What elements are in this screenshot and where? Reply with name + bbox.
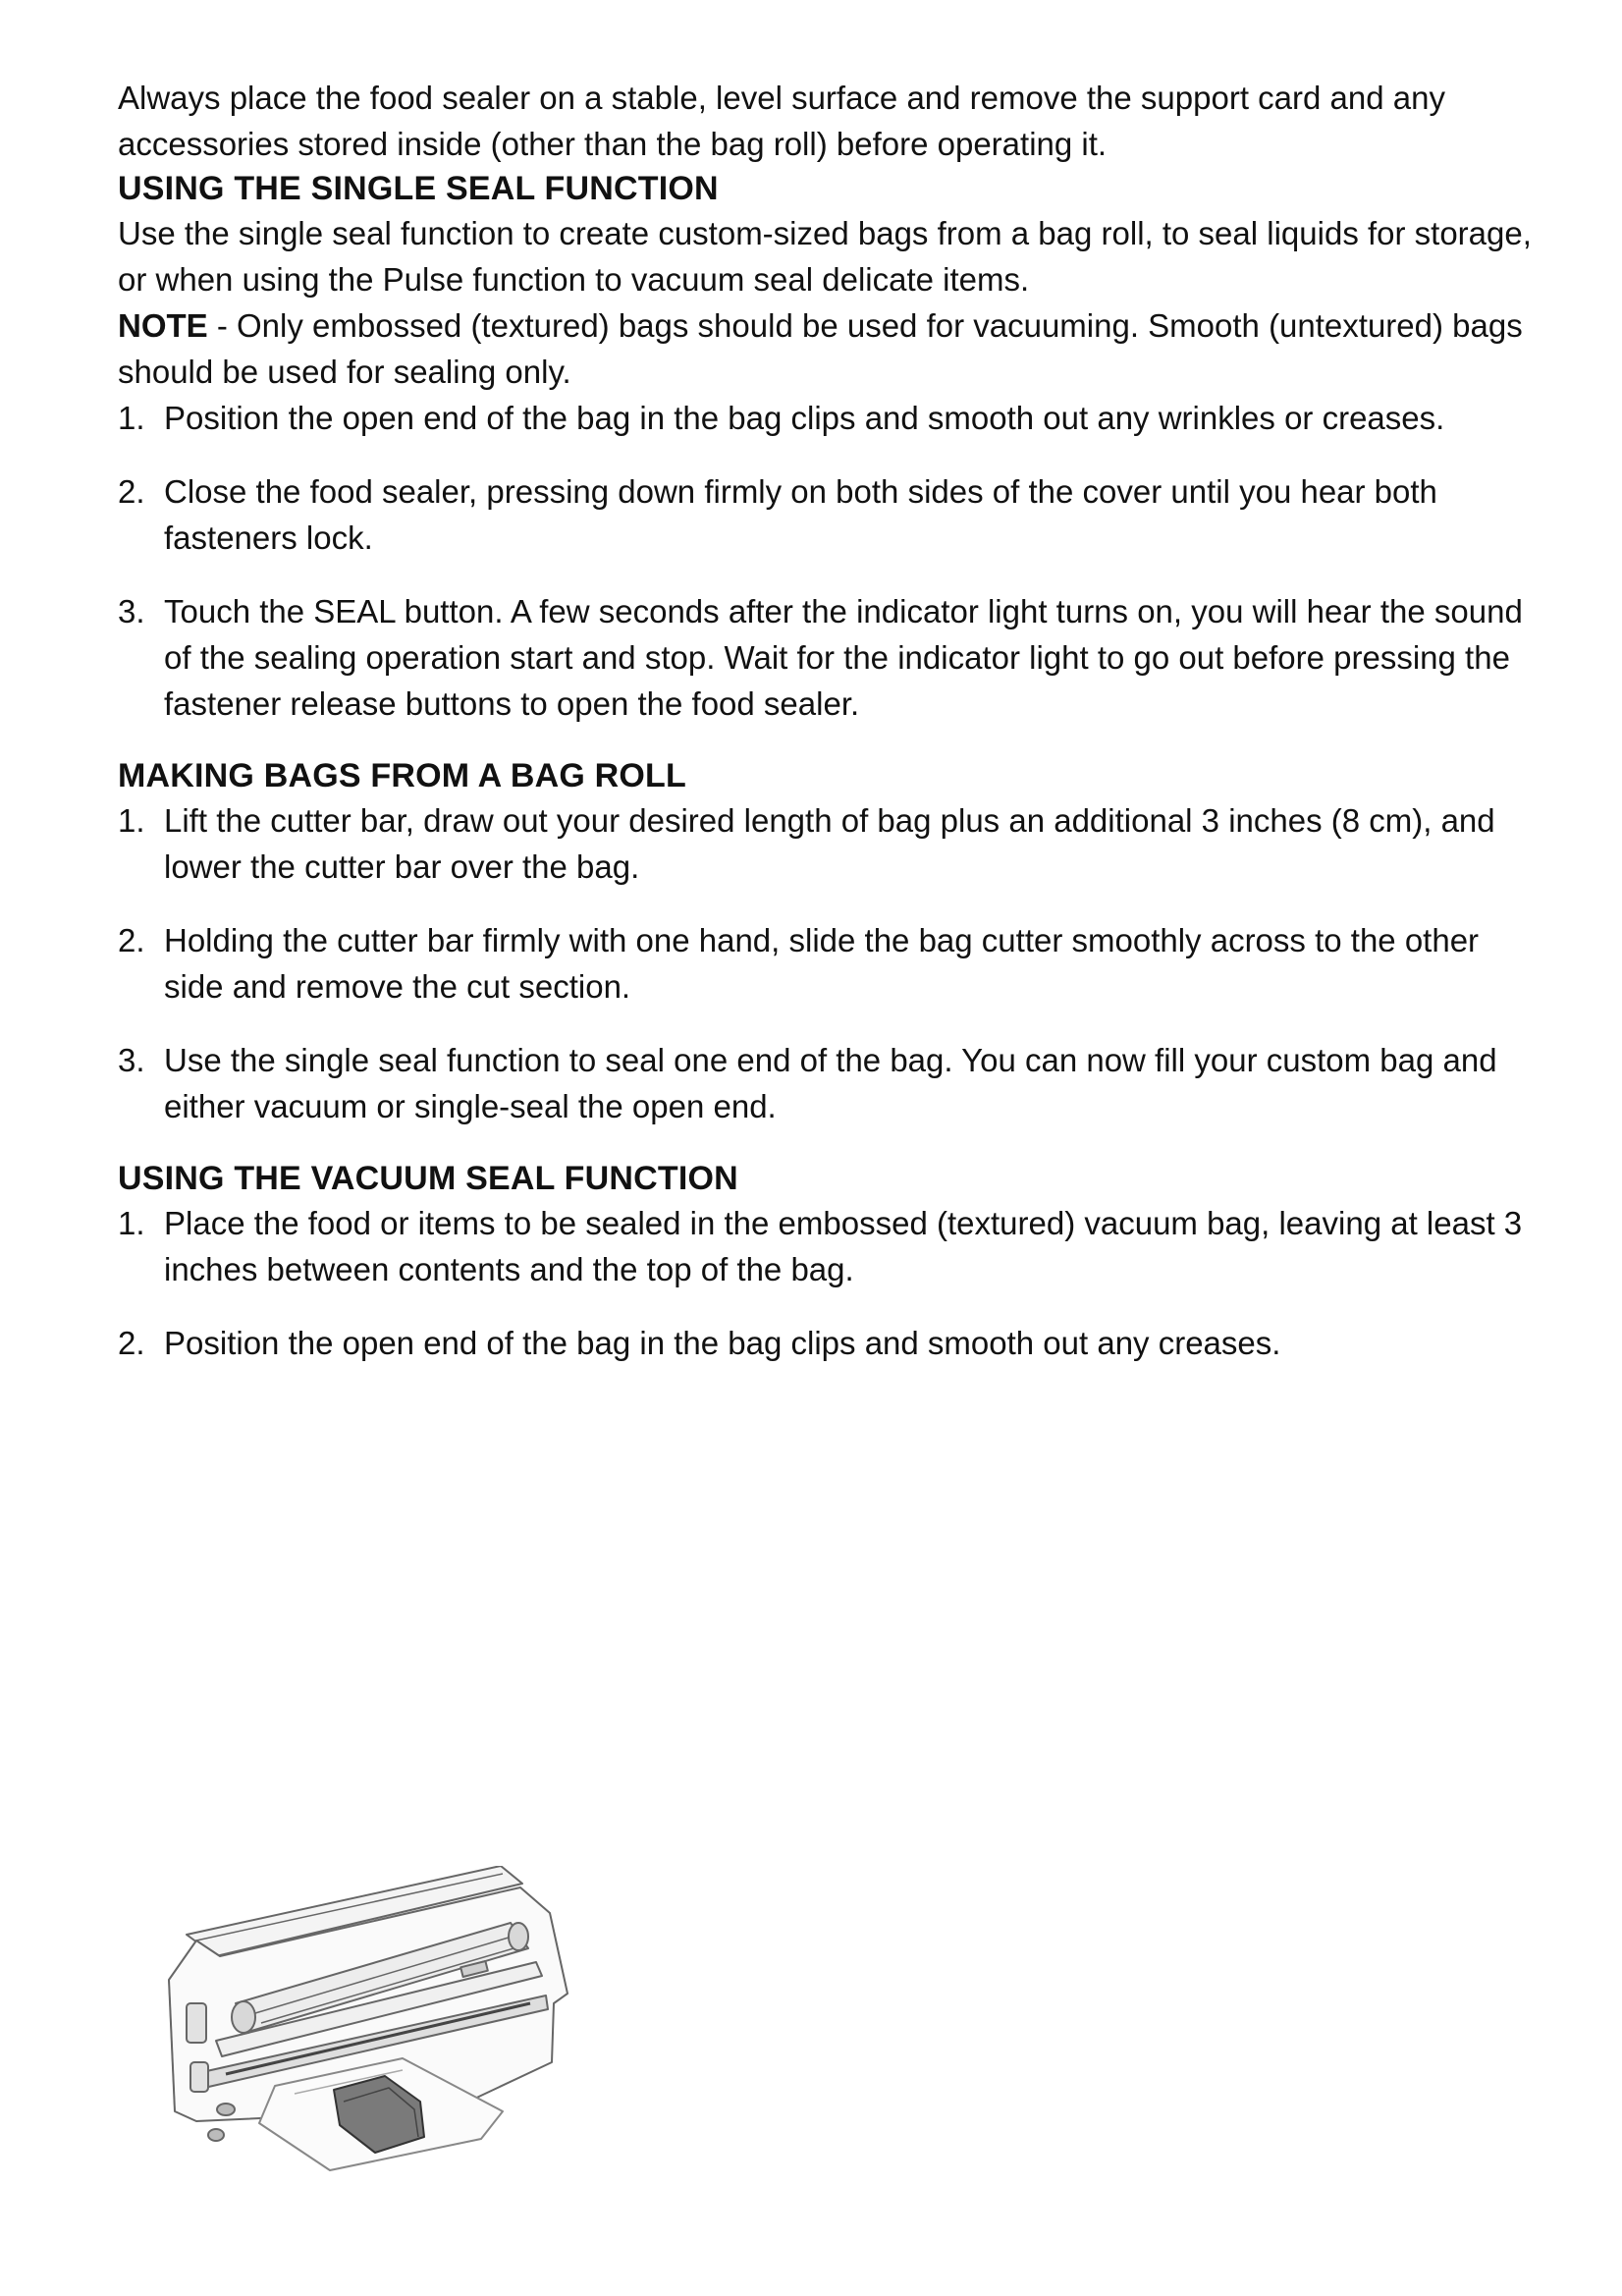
step-number: 3. xyxy=(118,593,145,629)
step-number: 1. xyxy=(118,802,145,839)
step-number: 1. xyxy=(118,1205,145,1241)
bag-roll-heading: MAKING BAGS FROM A BAG ROLL xyxy=(118,757,686,794)
list-item xyxy=(118,1320,1532,1366)
step-number: 2. xyxy=(118,473,145,510)
list-item xyxy=(118,468,1532,561)
step-text: Lift the cutter bar, draw out your desired length of bag plus an additional 3 inches (8 cm), and lower the cutter bar over the bag. xyxy=(164,802,1495,885)
list-item xyxy=(118,395,1532,441)
note-text: - Only embossed (textured) bags should be used for vacuuming. Smooth (untextured) bags should be used for sealing only. xyxy=(118,307,1523,390)
note-paragraph xyxy=(118,302,1532,395)
note-label: NOTE xyxy=(118,307,208,344)
step-text: Place the food or items to be sealed in the embossed (textured) vacuum bag, leaving at least 3 inches between contents and the top of the bag. xyxy=(164,1205,1523,1287)
step-text: Position the open end of the bag in the bag clips and smooth out any creases. xyxy=(164,1325,1281,1361)
step-text: Use the single seal function to seal one end of the bag. You can now fill your custom bag and either vacuum or single-seal the open end. xyxy=(164,1042,1497,1124)
step-text: Touch the SEAL button. A few seconds after the indicator light turns on, you will hear the sound of the sealing operation start and stop. Wait for the indicator light to go out before pressing the fastener release buttons to open the food sealer. xyxy=(164,593,1523,722)
single-seal-description: Use the single seal function to create custom-sized bags from a bag roll, to seal liquids for storage, or when using the Pulse function to vacuum seal delicate items. xyxy=(118,215,1532,298)
step-text: Close the food sealer, pressing down firmly on both sides of the cover until you hear both fasteners lock. xyxy=(164,473,1437,556)
step-number: 3. xyxy=(118,1042,145,1078)
single-seal-steps xyxy=(118,395,1532,727)
step-text: Position the open end of the bag in the bag clips and smooth out any wrinkles or creases. xyxy=(164,400,1445,436)
list-item xyxy=(118,588,1532,727)
list-item xyxy=(118,797,1532,890)
vacuum-seal-steps xyxy=(118,1200,1532,1366)
single-seal-heading: USING THE SINGLE SEAL FUNCTION xyxy=(118,170,719,207)
step-number: 1. xyxy=(118,400,145,436)
step-number: 2. xyxy=(118,1325,145,1361)
food-sealer-illustration xyxy=(157,1866,589,2190)
food-sealer-drawing xyxy=(157,1866,589,2190)
bag-roll-steps xyxy=(118,797,1532,1129)
manual-page xyxy=(118,75,1532,1394)
list-item xyxy=(118,1037,1532,1129)
vacuum-seal-heading: USING THE VACUUM SEAL FUNCTION xyxy=(118,1160,738,1197)
list-item xyxy=(118,1200,1532,1292)
intro-paragraph: Always place the food sealer on a stable, level surface and remove the support card and any accessories stored inside (other than the bag roll) before operating it. xyxy=(118,80,1445,162)
step-number: 2. xyxy=(118,922,145,958)
step-text: Holding the cutter bar firmly with one hand, slide the bag cutter smoothly across to the other side and remove the cut section. xyxy=(164,922,1480,1005)
list-item xyxy=(118,917,1532,1010)
